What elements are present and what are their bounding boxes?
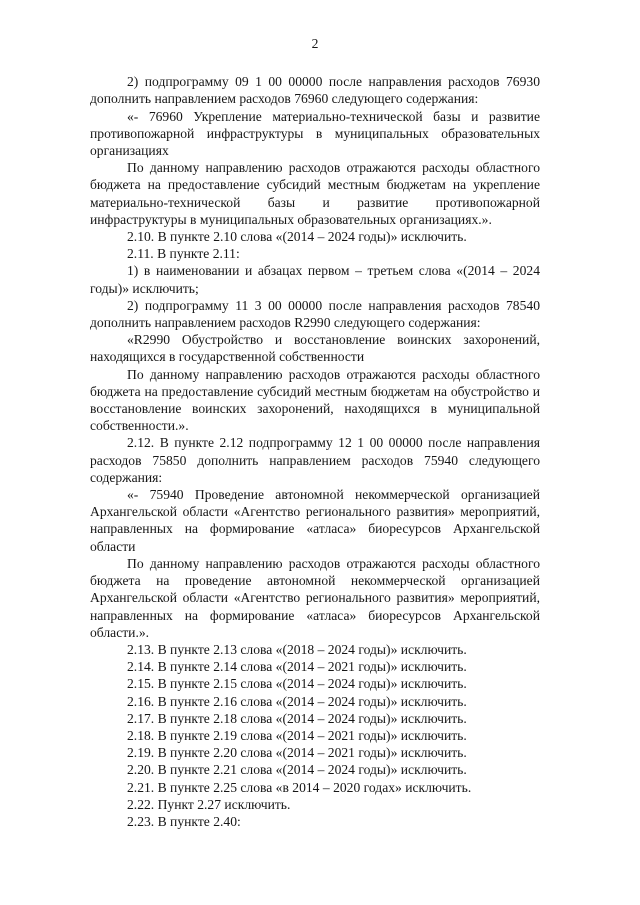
document-body (90, 73, 540, 830)
paragraph: 2.11. В пункте 2.11: (127, 246, 240, 262)
paragraph: 2) подпрограмму 11 3 00 00000 после направления расходов 78540 дополнить направлением расходов R2990 следующего содержания: (90, 297, 540, 331)
paragraph: 2.16. В пункте 2.16 слова «(2014 – 2024 годы)» исключить. (127, 693, 467, 709)
paragraph: 2.12. В пункте 2.12 подпрограмму 12 1 00 00000 после направления расходов 75850 дополнить направлением расходов 75940 следующего содержания: (90, 435, 540, 485)
paragraph: 2.14. В пункте 2.14 слова «(2014 – 2021 годы)» исключить. (127, 659, 467, 675)
paragraph: 2.20. В пункте 2.21 слова «(2014 – 2024 годы)» исключить. (127, 762, 467, 778)
paragraph: По данному направлению расходов отражаются расходы областного бюджета на проведение автономной некоммерческой организацией Архангельской области «Агентство регионального развития» мероприятий, направленных на формирование «атласа» биоресурсов Архангельской области.». (90, 555, 540, 640)
paragraph: «R2990 Обустройство и восстановление воинских захоронений, находящихся в государственной собственности (90, 332, 540, 365)
paragraph: 2.10. В пункте 2.10 слова «(2014 – 2024 годы)» исключить. (127, 229, 467, 245)
paragraph: «- 75940 Проведение автономной некоммерческой организацией Архангельской области «Агентство регионального развития» мероприятий, направленных на формирование «атласа» биоресурсов Архангельской области (90, 487, 540, 554)
paragraph: 2.13. В пункте 2.13 слова «(2018 – 2024 годы)» исключить. (127, 641, 467, 657)
paragraph: 2.22. Пункт 2.27 исключить. (127, 796, 291, 812)
paragraph: 2.23. В пункте 2.40: (127, 813, 241, 829)
paragraph: 2.17. В пункте 2.18 слова «(2014 – 2024 годы)» исключить. (127, 710, 467, 726)
paragraph: 2.19. В пункте 2.20 слова «(2014 – 2021 годы)» исключить. (127, 745, 467, 761)
paragraph: 2) подпрограмму 09 1 00 00000 после направления расходов 76930 дополнить направлением расходов 76960 следующего содержания: (90, 74, 540, 107)
paragraph: 2.21. В пункте 2.25 слова «в 2014 – 2020 годах» исключить. (127, 779, 472, 795)
paragraph: По данному направлению расходов отражаются расходы областного бюджета на предоставление субсидий местным бюджетам на обустройство и восстановление воинских захоронений, находящихся в муниципальной собственности.». (90, 366, 540, 434)
paragraph: 1) в наименовании и абзацах первом – третьем слова «(2014 – 2024 годы)» исключить; (90, 263, 540, 296)
paragraph: «- 76960 Укрепление материально-технической базы и развитие противопожарной инфраструктуры в муниципальных образовательных организациях (90, 108, 540, 159)
paragraph: 2.15. В пункте 2.15 слова «(2014 – 2024 годы)» исключить. (127, 676, 467, 692)
page-number: 2 (311, 36, 319, 51)
paragraph: 2.18. В пункте 2.19 слова «(2014 – 2021 годы)» исключить. (127, 727, 467, 743)
paragraph: По данному направлению расходов отражаются расходы областного бюджета на предоставление субсидий местным бюджетам на укрепление материально-технической базы и развитие противопожарной инфраструктуры в муниципальных образовательных организациях.». (90, 160, 540, 227)
